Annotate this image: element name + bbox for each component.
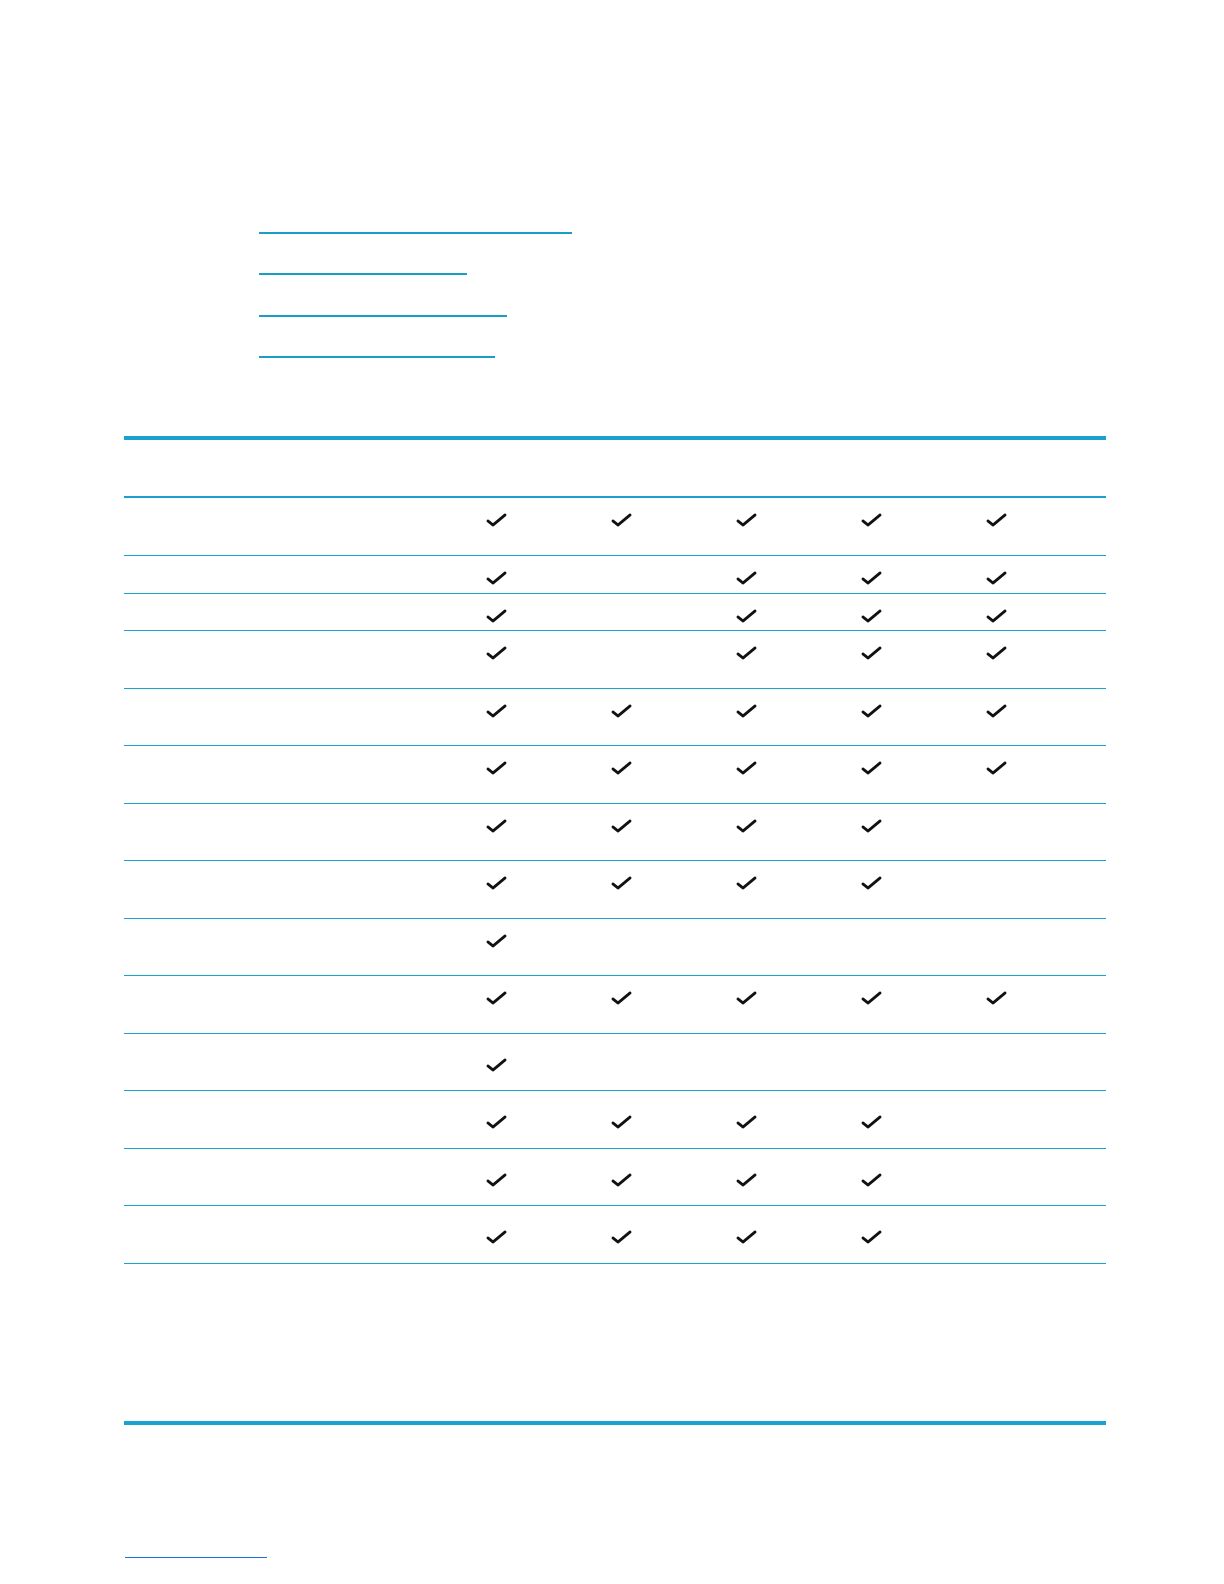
checkmark-icon [611, 875, 633, 891]
checkmark-icon [736, 645, 758, 661]
table-header [124, 440, 1106, 496]
checkmark-icon [736, 608, 758, 624]
table-row [124, 1149, 1106, 1206]
table-row [124, 498, 1106, 556]
toc-link-3[interactable] [259, 315, 507, 317]
table-row [124, 1091, 1106, 1149]
checkmark-icon [861, 608, 883, 624]
checkmark-icon [736, 1114, 758, 1130]
checkmark-icon [611, 1114, 633, 1130]
checkmark-icon [861, 570, 883, 586]
checkmark-icon [861, 512, 883, 528]
checkmark-icon [736, 1172, 758, 1188]
checkmark-icon [986, 608, 1008, 624]
toc-link-4[interactable] [259, 356, 495, 358]
checkmark-icon [611, 990, 633, 1006]
checkmark-icon [486, 1114, 508, 1130]
checkmark-icon [861, 818, 883, 834]
checkmark-icon [861, 990, 883, 1006]
table-row [124, 861, 1106, 919]
checkmark-icon [486, 703, 508, 719]
checkmark-icon [486, 645, 508, 661]
checkmark-icon [861, 875, 883, 891]
table-row [124, 1206, 1106, 1264]
checkmark-icon [986, 990, 1008, 1006]
checkmark-icon [486, 1229, 508, 1245]
checkmark-icon [861, 1172, 883, 1188]
checkmark-icon [611, 760, 633, 776]
checkmark-icon [736, 512, 758, 528]
checkmark-icon [736, 1229, 758, 1245]
checkmark-icon [736, 703, 758, 719]
toc-link-1[interactable] [259, 232, 572, 234]
checkmark-icon [486, 760, 508, 776]
checkmark-icon [611, 1172, 633, 1188]
table-bottom-rule [124, 1421, 1106, 1425]
checkmark-icon [861, 703, 883, 719]
table-row [124, 804, 1106, 861]
checkmark-icon [611, 818, 633, 834]
checkmark-icon [486, 875, 508, 891]
table-row [124, 1034, 1106, 1091]
checkmark-icon [486, 990, 508, 1006]
checkmark-icon [611, 512, 633, 528]
table-row [124, 919, 1106, 976]
checkmark-icon [486, 818, 508, 834]
checkmark-icon [736, 760, 758, 776]
table-row [124, 631, 1106, 689]
checkmark-icon [986, 703, 1008, 719]
checkmark-icon [611, 703, 633, 719]
table-row [124, 689, 1106, 746]
checkmark-icon [736, 570, 758, 586]
table-row [124, 976, 1106, 1034]
checkmark-icon [736, 990, 758, 1006]
checkmark-icon [486, 933, 508, 949]
checkmark-icon [486, 512, 508, 528]
checkmark-icon [986, 570, 1008, 586]
checkmark-icon [486, 570, 508, 586]
checkmark-icon [736, 875, 758, 891]
checkmark-icon [611, 1229, 633, 1245]
footer-link[interactable] [125, 1557, 267, 1558]
checkmark-icon [861, 760, 883, 776]
checkmark-icon [861, 1229, 883, 1245]
checkmark-icon [861, 645, 883, 661]
checkmark-icon [486, 1172, 508, 1188]
table-row [124, 556, 1106, 594]
checkmark-icon [986, 645, 1008, 661]
feature-table [124, 498, 1106, 1264]
table-row [124, 594, 1106, 631]
checkmark-icon [736, 818, 758, 834]
checkmark-icon [486, 1057, 508, 1073]
table-row [124, 746, 1106, 804]
toc-link-2[interactable] [259, 273, 467, 275]
checkmark-icon [986, 760, 1008, 776]
checkmark-icon [861, 1114, 883, 1130]
checkmark-icon [486, 608, 508, 624]
checkmark-icon [986, 512, 1008, 528]
